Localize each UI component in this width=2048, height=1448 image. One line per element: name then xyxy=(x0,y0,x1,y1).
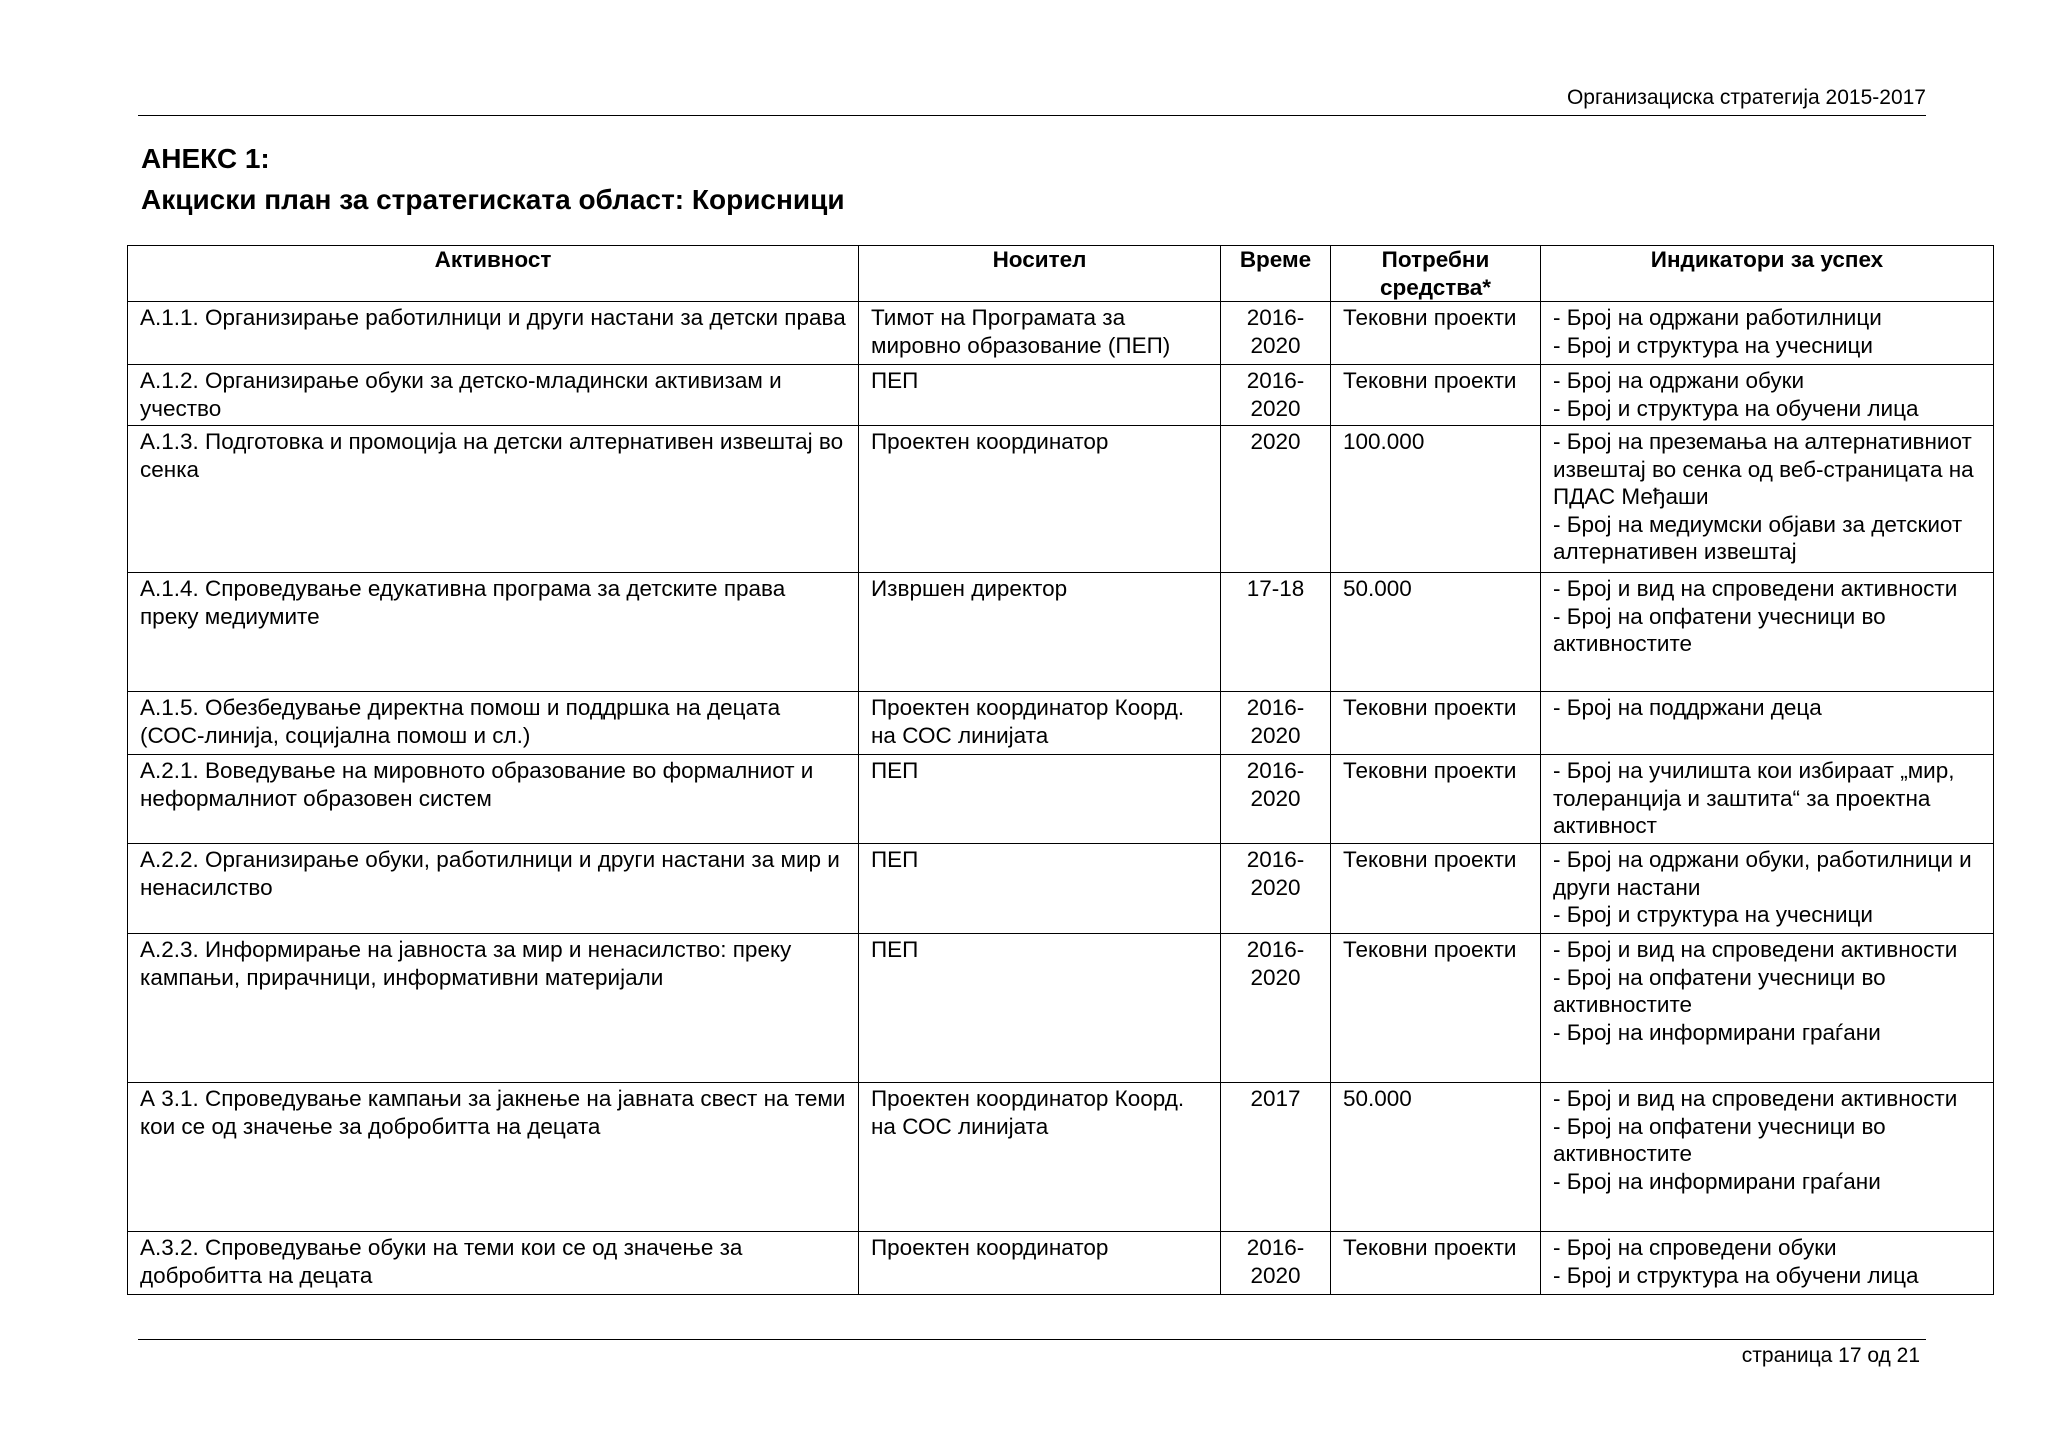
funds-cell: 50.000 xyxy=(1331,1083,1541,1232)
indicators-cell xyxy=(1541,573,1994,692)
time-cell: 2016-2020 xyxy=(1221,692,1331,755)
indicator-item: - Број и структура на обучени лица xyxy=(1553,1262,1919,1288)
time-cell: 2016-2020 xyxy=(1221,755,1331,844)
document-header-title: Организациска стратегија 2015-2017 xyxy=(1566,86,1926,109)
indicator-item: - Број на медиумски објави за детскиот алтернативен извештај xyxy=(1553,511,1963,564)
indicator-item: - Број и структура на обучени лица xyxy=(1553,395,1919,421)
activity-cell: А.2.3. Информирање на јавноста за мир и ненасилство: преку кампањи, прирачници, информативни материјали xyxy=(128,934,859,1083)
holder-cell: Проектен координатор xyxy=(859,1232,1221,1295)
indicators-cell xyxy=(1541,1083,1994,1232)
indicator-item: - Број на спроведени обуки xyxy=(1553,1235,1837,1260)
table-row xyxy=(128,1232,1994,1295)
activity-cell: А 3.1. Спроведување кампањи за јакнење на јавната свест на теми кои се од значење за добробитта на децата xyxy=(128,1083,859,1232)
indicator-item: - Број на поддржани деца xyxy=(1553,695,1822,720)
indicator-item: - Број на информирани граѓани xyxy=(1553,1019,1881,1045)
holder-cell: Проектен координатор xyxy=(859,426,1221,573)
indicator-item: - Број на училишта кои избираат „мир, толеранција и заштита“ за проектна активност xyxy=(1553,758,1955,838)
funds-cell: Тековни проекти xyxy=(1331,692,1541,755)
indicator-item: - Број на информирани граѓани xyxy=(1553,1168,1881,1194)
indicator-item: - Број и вид на спроведени активности xyxy=(1553,576,1958,601)
holder-cell: Проектен координатор Коорд. на СОС линијата xyxy=(859,692,1221,755)
time-cell: 2016-2020 xyxy=(1221,844,1331,934)
indicator-item: - Број на преземања на алтернативниот извештај во сенка од веб-страницата на ПДАС Међаши xyxy=(1553,429,1974,509)
indicators-cell xyxy=(1541,302,1994,365)
activity-cell: А.1.4. Спроведување едукативна програма за детските права преку медиумите xyxy=(128,573,859,692)
funds-cell: Тековни проекти xyxy=(1331,934,1541,1083)
indicators-cell xyxy=(1541,934,1994,1083)
indicators-cell xyxy=(1541,1232,1994,1295)
table-row xyxy=(128,302,1994,365)
funds-cell: 100.000 xyxy=(1331,426,1541,573)
activity-cell: А.1.3. Подготовка и промоција на детски алтернативен извештај во сенка xyxy=(128,426,859,573)
funds-cell: 50.000 xyxy=(1331,573,1541,692)
action-plan-table xyxy=(127,245,1994,1295)
time-cell: 2016-2020 xyxy=(1221,1232,1331,1295)
activity-cell: А.2.1. Воведување на мировното образование во формалниот и неформалниот образовен систем xyxy=(128,755,859,844)
indicator-item: - Број на одржани обуки xyxy=(1553,368,1805,393)
time-cell: 2016-2020 xyxy=(1221,365,1331,426)
column-header-holder: Носител xyxy=(859,246,1221,302)
holder-cell: ПЕП xyxy=(859,844,1221,934)
table-header-row xyxy=(128,246,1994,302)
annex-subtitle: Акциски план за стратегиската област: Корисници xyxy=(141,184,845,215)
holder-cell: ПЕП xyxy=(859,934,1221,1083)
indicator-item: - Број на одржани работилници xyxy=(1553,305,1882,330)
indicator-item: - Број на опфатени учесници во активностите xyxy=(1553,1113,1886,1166)
table-row xyxy=(128,1083,1994,1232)
funds-cell: Тековни проекти xyxy=(1331,302,1541,365)
table-row xyxy=(128,844,1994,934)
time-cell: 2016-2020 xyxy=(1221,302,1331,365)
indicator-item: - Број на одржани обуки, работилници и други настани xyxy=(1553,847,1972,900)
table-body xyxy=(128,302,1994,1295)
time-cell: 17-18 xyxy=(1221,573,1331,692)
indicators-cell xyxy=(1541,755,1994,844)
activity-cell: А.1.1. Организирање работилници и други настани за детски права xyxy=(128,302,859,365)
holder-cell: Извршен директор xyxy=(859,573,1221,692)
table-row xyxy=(128,365,1994,426)
time-cell: 2016-2020 xyxy=(1221,934,1331,1083)
table-row xyxy=(128,692,1994,755)
funds-cell: Тековни проекти xyxy=(1331,844,1541,934)
activity-cell: А.1.5. Обезбедување директна помош и поддршка на децата (СОС-линија, социјална помош и сл.) xyxy=(128,692,859,755)
indicators-cell xyxy=(1541,365,1994,426)
footer-divider xyxy=(138,1339,1926,1340)
indicator-item: - Број и вид на спроведени активности xyxy=(1553,937,1958,962)
indicator-item: - Број на опфатени учесници во активностите xyxy=(1553,603,1886,656)
column-header-indicators: Индикатори за успех xyxy=(1541,246,1994,302)
holder-cell: Тимот на Програмата за мировно образование (ПЕП) xyxy=(859,302,1221,365)
indicators-cell xyxy=(1541,692,1994,755)
table-row xyxy=(128,573,1994,692)
indicators-cell xyxy=(1541,844,1994,934)
page-number: страница 17 од 21 xyxy=(1741,1344,1920,1367)
time-cell: 2017 xyxy=(1221,1083,1331,1232)
table-row xyxy=(128,934,1994,1083)
column-header-time: Време xyxy=(1221,246,1331,302)
holder-cell: ПЕП xyxy=(859,365,1221,426)
table-row xyxy=(128,755,1994,844)
column-header-funds: Потребни средства* xyxy=(1331,246,1541,302)
indicator-item: - Број и структура на учесници xyxy=(1553,902,1873,927)
indicator-item: - Број и вид на спроведени активности xyxy=(1553,1086,1958,1111)
indicator-item: - Број на опфатени учесници во активностите xyxy=(1553,964,1886,1017)
holder-cell: ПЕП xyxy=(859,755,1221,844)
funds-cell: Тековни проекти xyxy=(1331,755,1541,844)
funds-cell: Тековни проекти xyxy=(1331,365,1541,426)
indicators-cell xyxy=(1541,426,1994,573)
annex-title: АНЕКС 1: xyxy=(141,143,270,174)
header-divider xyxy=(138,115,1926,116)
column-header-activity: Активност xyxy=(128,246,859,302)
funds-cell: Тековни проекти xyxy=(1331,1232,1541,1295)
holder-cell: Проектен координатор Коорд. на СОС линијата xyxy=(859,1083,1221,1232)
time-cell: 2020 xyxy=(1221,426,1331,573)
indicator-item: - Број и структура на учесници xyxy=(1553,332,1873,358)
activity-cell: А.1.2. Организирање обуки за детско-младински активизам и учество xyxy=(128,365,859,426)
table-row xyxy=(128,426,1994,573)
activity-cell: А.2.2. Организирање обуки, работилници и други настани за мир и ненасилство xyxy=(128,844,859,934)
activity-cell: А.3.2. Спроведување обуки на теми кои се од значење за добробитта на децата xyxy=(128,1232,859,1295)
